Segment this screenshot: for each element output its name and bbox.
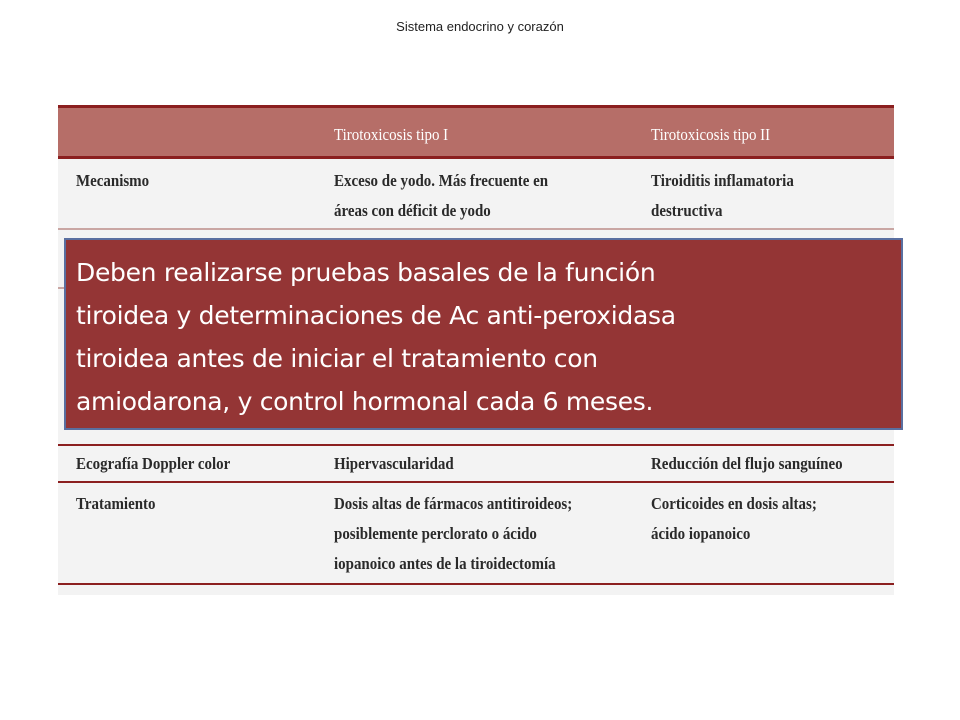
callout-line: tiroidea y determinaciones de Ac anti-peroxidasa <box>76 301 676 330</box>
cell-text: Hipervascularidad <box>334 454 454 473</box>
row-label: Mecanismo <box>76 171 150 190</box>
cell-text: destructiva <box>651 201 723 220</box>
callout-line: amiodarona, y control hormonal cada 6 meses. <box>76 387 654 416</box>
row-label: Ecografía Doppler color <box>76 454 231 473</box>
cell-text: posiblemente perclorato o ácido <box>334 524 537 543</box>
row-divider <box>58 583 894 585</box>
callout-box <box>64 238 903 430</box>
row-divider <box>58 228 894 230</box>
cell-text: Tiroiditis inflamatoria <box>651 171 794 190</box>
cell-text: Corticoides en dosis altas; <box>651 494 817 513</box>
cell-text: Reducción del flujo sanguíneo <box>651 454 843 473</box>
cell-text: Dosis altas de fármacos antitiroideos; <box>334 494 573 513</box>
callout-line: Deben realizarse pruebas basales de la función <box>76 258 656 287</box>
header-cell-type1: Tirotoxicosis tipo I <box>334 125 449 144</box>
row-divider <box>58 444 894 446</box>
cell-text: iopanoico antes de la tiroidectomía <box>334 554 556 573</box>
cell-text: ácido iopanoico <box>651 524 751 543</box>
cell-text: Exceso de yodo. Más frecuente en <box>334 171 549 190</box>
row-label: Tratamiento <box>76 494 156 513</box>
cell-text: áreas con déficit de yodo <box>334 201 491 220</box>
table-header-row <box>58 105 894 159</box>
page-title: Sistema endocrino y corazón <box>396 19 564 34</box>
callout-line: tiroidea antes de iniciar el tratamiento con <box>76 344 598 373</box>
row-divider <box>58 481 894 483</box>
header-cell-type2: Tirotoxicosis tipo II <box>651 125 771 144</box>
callout-text <box>76 251 891 423</box>
